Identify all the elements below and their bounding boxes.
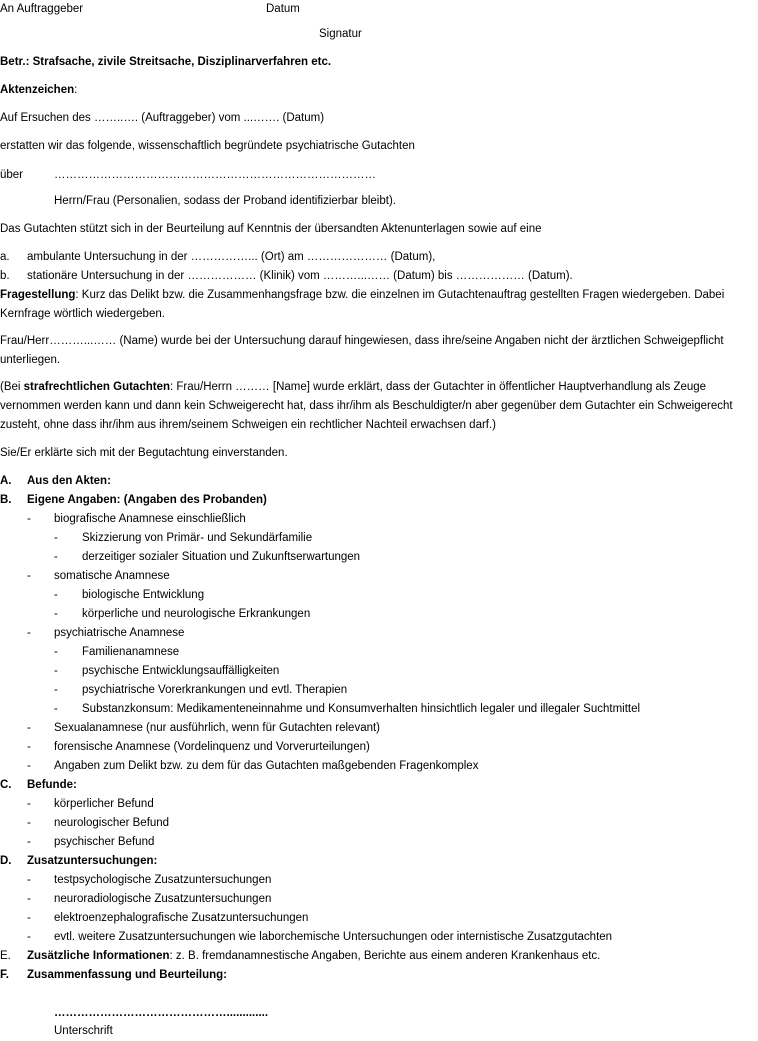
bullet: - [54,684,58,696]
section-b-title: Eigene Angaben: (Angaben des Probanden) [27,494,267,506]
bullet: - [27,741,31,753]
list-item: körperlicher Befund [54,798,154,810]
section-e-line [27,947,600,966]
section-c-title: Befunde: [27,779,77,791]
list-item: neuroradiologische Zusatzuntersuchungen [54,893,272,905]
basis-text: Das Gutachten stützt sich in der Beurteilung auf Kenntnis der übersandten Aktenunterlagen sowie auf eine [0,223,542,235]
section-e-text: : z. B. fremdanamnestische Angaben, Berichte aus einem anderen Krankenhaus etc. [169,950,601,962]
consent-line: Sie/Er erklärte sich mit der Begutachtung einverstanden. [0,447,288,459]
section-a-title: Aus den Akten: [27,475,111,487]
list-item: derzeitiger sozialer Situation und Zukunftserwartungen [82,551,361,563]
basis-a-text: ambulante Untersuchung in der ……………... (Ort) am ………………… (Datum), [27,251,436,263]
list-item: forensische Anamnese (Vordelinquenz und Vorverurteilungen) [54,741,370,753]
request-line: Auf Ersuchen des ……..…. (Auftraggeber) vom ...……. (Datum) [0,112,325,124]
list-item: Familienanamnese [82,646,180,658]
file-reference-colon: : [74,84,78,96]
date-label: Datum [266,3,300,15]
bullet: - [27,874,31,886]
list-item: psychiatrische Vorerkrankungen und evtl. Therapien [82,684,348,696]
list-item: Substanzkonsum: Medikamenteneinnahme und Konsumverhalten hinsichtlich legaler und illegaler Suchtmittel [82,703,641,715]
criminal-prefix: (Bei [0,381,24,393]
section-c-marker: C. [0,779,12,791]
list-item: Sexualanamnese (nur ausführlich, wenn für Gutachten relevant) [54,722,381,734]
section-f-title: Zusammenfassung und Beurteilung: [27,969,227,981]
criminal-paragraph [0,378,756,435]
report-statement: erstatten wir das folgende, wissenschaftlich begründete psychiatrische Gutachten [0,140,415,152]
bullet: - [27,570,31,582]
list-item: Angaben zum Delikt bzw. zu dem für das Gutachten maßgebenden Fragenkomplex [54,760,479,772]
section-e-title: Zusätzliche Informationen [27,950,170,962]
list-item: biologische Entwicklung [82,589,205,601]
bullet: - [27,513,31,525]
list-item: körperliche und neurologische Erkrankungen [82,608,311,620]
signature-label: Signatur [319,28,362,40]
file-reference [0,81,77,100]
criminal-text: : Frau/Herrn ……… [Name] wurde erklärt, dass der Gutachter in öffentlicher Hauptverhandlung als Zeuge vernommen werden kann und dann kein Schweigerecht hat, dass ihr/ihm als Beschuldigter/n aber gegenüber dem Gutachter ein Schweigerecht zusteht, ohne dass ihr/ihm aus ihrem/seinem Schweigen ein rechtlicher Nachteil erwachsen darf.) [0,381,733,431]
bullet: - [27,912,31,924]
list-item: psychischer Befund [54,836,155,848]
list-item: neurologischer Befund [54,817,170,829]
question-label: Fragestellung [0,289,76,301]
client-label: An Auftraggeber [0,3,84,15]
bullet: - [54,665,58,677]
about-dots: ………………………………………………………………………… [54,169,376,181]
bullet: - [27,817,31,829]
list-item: testpsychologische Zusatzuntersuchungen [54,874,272,886]
criminal-label: strafrechtlichen Gutachten [23,381,170,393]
bullet: - [54,608,58,620]
bullet: - [27,893,31,905]
bullet: - [27,836,31,848]
list-item: elektroenzephalografische Zusatzuntersuchungen [54,912,309,924]
subject-line: Betr.: Strafsache, zivile Streitsache, Disziplinarverfahren etc. [0,56,332,68]
bullet: - [27,798,31,810]
person-line: Herrn/Frau (Personalien, sodass der Proband identifizierbar bleibt). [54,195,396,207]
section-e-marker: E. [0,950,11,962]
bullet: - [54,532,58,544]
list-item: psychiatrische Anamnese [54,627,185,639]
signature-dots: ………………………………………............. [54,1007,269,1019]
file-reference-label: Aktenzeichen [0,84,75,96]
section-a-marker: A. [0,475,12,487]
list-item: psychische Entwicklungsauffälligkeiten [82,665,280,677]
bullet: - [27,627,31,639]
list-item: Skizzierung von Primär- und Sekundärfamilie [82,532,313,544]
bullet: - [54,703,58,715]
bullet: - [54,551,58,563]
list-item: evtl. weitere Zusatzuntersuchungen wie laborchemische Untersuchungen oder internistische Zusatzgutachten [54,931,613,943]
section-b-marker: B. [0,494,12,506]
section-d-marker: D. [0,855,12,867]
bullet: - [54,589,58,601]
about-label: über [0,169,24,181]
section-d-title: Zusatzuntersuchungen: [27,855,158,867]
basis-a-marker: a. [0,251,10,263]
confidentiality-paragraph: Frau/Herr………...…… (Name) wurde bei der Untersuchung darauf hingewiesen, dass ihre/seine Angaben nicht der ärztlichen Schweigepflicht unterliegen. [0,335,724,366]
bullet: - [27,722,31,734]
list-item: somatische Anamnese [54,570,170,582]
signature-caption: Unterschrift [54,1025,113,1037]
section-f-marker: F. [0,969,9,981]
bullet: - [27,931,31,943]
list-item: biografische Anamnese einschließlich [54,513,246,525]
bullet: - [54,646,58,658]
question-paragraph [0,286,756,324]
basis-b-marker: b. [0,270,10,282]
bullet: - [27,760,31,772]
question-text: : Kurz das Delikt bzw. die Zusammenhangsfrage bzw. die einzelnen im Gutachtenauftrag gestellten Fragen wiedergeben. Dabei Kernfrage wörtlich wiedergeben. [0,289,725,320]
basis-b-text: stationäre Untersuchung in der ……………… (Klinik) vom ………...…… (Datum) bis ……………… (Datum). [27,270,573,282]
